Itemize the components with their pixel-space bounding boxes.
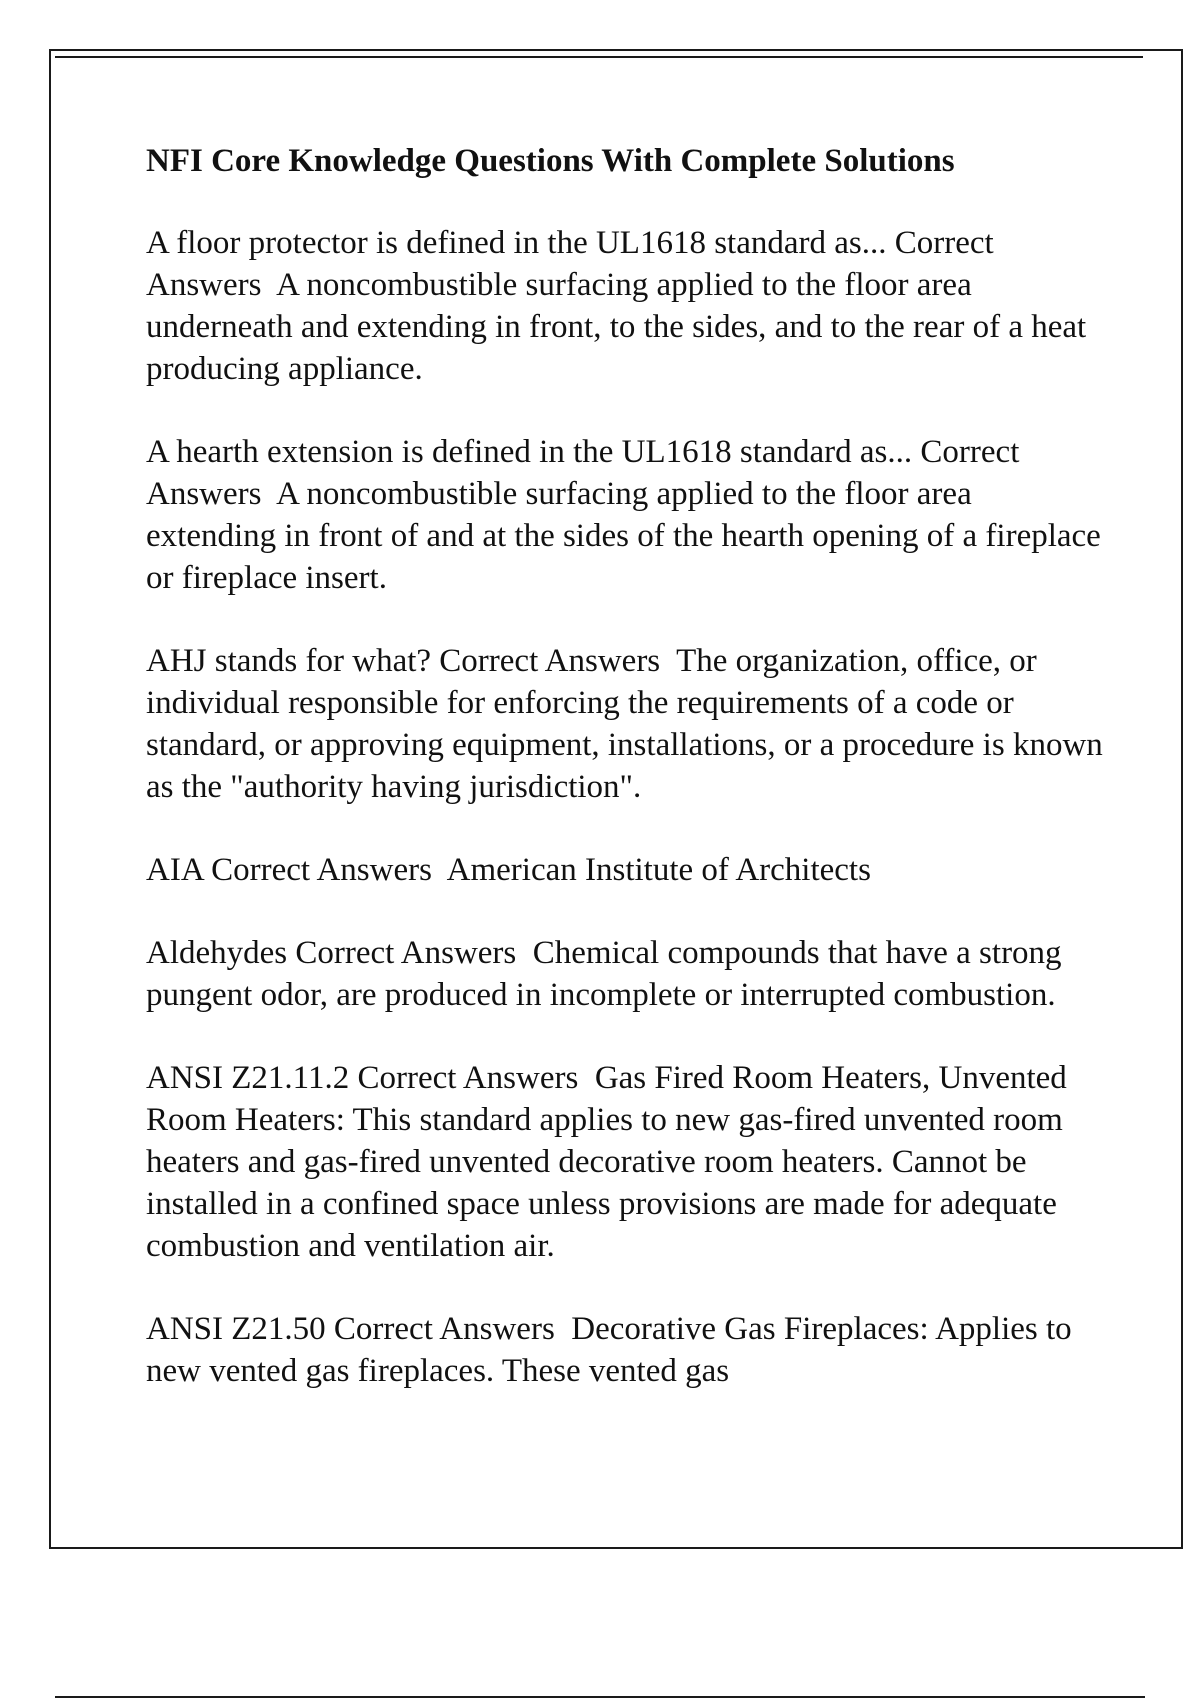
question-text: ANSI Z21.50 [146,1311,326,1347]
question-text: ANSI Z21.11.2 [146,1060,350,1096]
document-body [146,140,1106,1433]
bottom-rule [55,1696,1145,1698]
question-text: A hearth extension is defined in the UL1618 standard as... [146,434,913,470]
answer-text: The organization, office, or individual responsible for enforcing the requirements of a code or standard, or approving equipment, installations, or a procedure is known as the "authority having jurisdiction". [146,643,1103,805]
answer-marker: Correct Answers [211,852,432,888]
answer-marker: Correct Answers [146,434,1020,512]
qa-entry [146,1057,1106,1267]
qa-entry [146,640,1106,808]
qa-entry [146,1308,1106,1392]
document-title: NFI Core Knowledge Questions With Complete Solutions [146,143,955,179]
answer-text: A noncombustible surfacing applied to the floor area underneath and extending in front, to the sides, and to the rear of a heat producing appliance. [146,267,1087,387]
answer-text: A noncombustible surfacing applied to the floor area extending in front of and at the sides of the hearth opening of a fireplace or fireplace insert. [146,476,1101,596]
question-text: A floor protector is defined in the UL1618 standard as... [146,225,887,261]
qa-entry [146,932,1106,1016]
answer-marker: Correct Answers [333,1311,555,1347]
question-text: Aldehydes [146,935,288,971]
answer-text: Gas Fired Room Heaters, Unvented Room Heaters: This standard applies to new gas-fired unvented room heaters and gas-fired unvented decorative room heaters. Cannot be installed in a confined space unless provisions are made for adequate combustion and ventilation air. [146,1060,1067,1264]
qa-entry [146,222,1106,390]
answer-marker: Correct Answers [146,225,994,303]
answer-marker: Correct Answers [357,1060,579,1096]
top-rule [55,56,1143,58]
answer-text: Chemical compounds that have a strong pungent odor, are produced in incomplete or interrupted combustion. [146,935,1062,1013]
question-text: AIA [146,852,203,888]
answer-marker: Correct Answers [439,643,661,679]
qa-entry [146,849,1106,891]
qa-entry [146,431,1106,599]
answer-text: American Institute of Architects [446,852,871,888]
answer-text: Decorative Gas Fireplaces: Applies to new vented gas fireplaces. These vented gas [146,1311,1072,1389]
question-text: AHJ stands for what? [146,643,432,679]
answer-marker: Correct Answers [295,935,517,971]
